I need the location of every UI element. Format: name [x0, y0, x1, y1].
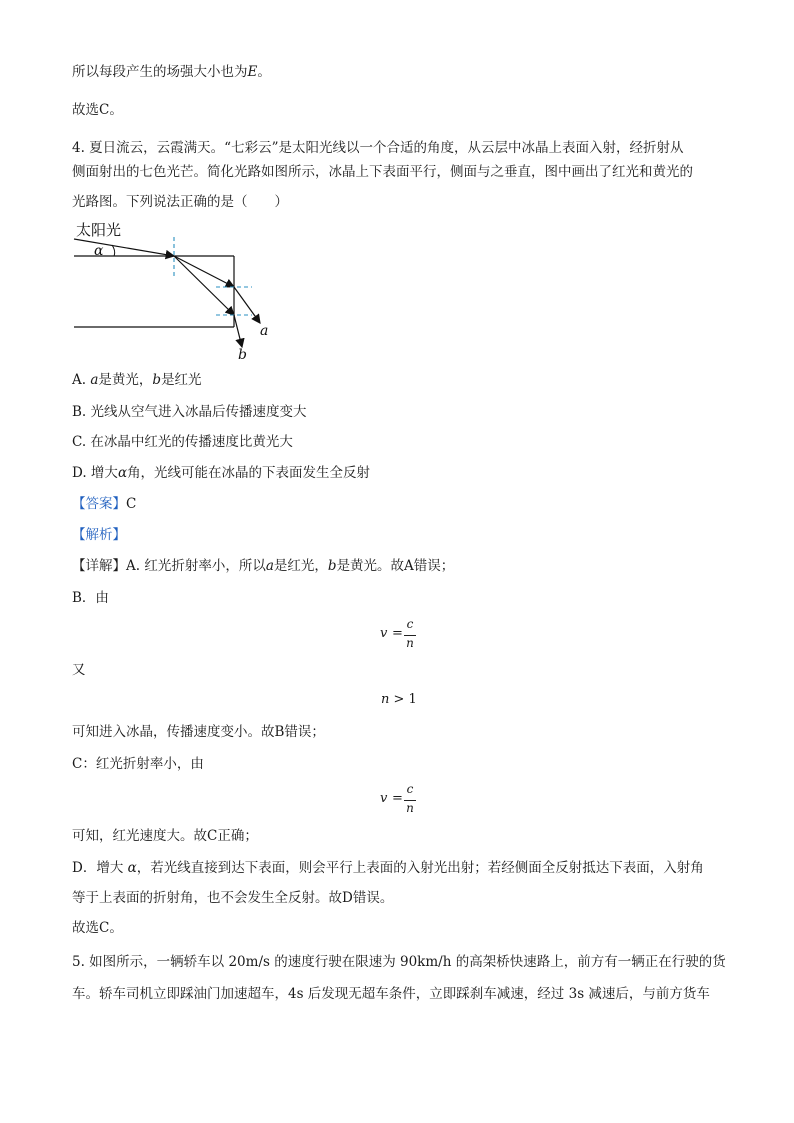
text: A. 红光折射率小，所以: [126, 558, 266, 574]
question-5-line-2: 车。轿车司机立即踩油门加速超车，4s 后发现无超车条件，立即踩刹车减速，经过 3s 减速后，与前方货车: [72, 986, 710, 1002]
formula-n-gt-1: [381, 692, 417, 707]
symbol-v: v: [380, 626, 388, 641]
analysis-heading: 【解析】: [72, 527, 126, 543]
symbol-n: n: [381, 692, 390, 707]
ray-b-label: b: [238, 347, 247, 363]
question-4-line-2: 侧面射出的七色光芒。简化光路如图所示，冰晶上下表面平行，侧面与之垂直，图中画出了红光和黄光的: [72, 164, 693, 180]
numerator-c: c: [406, 617, 414, 631]
text: 。: [257, 64, 271, 80]
text: D．增大: [72, 860, 124, 876]
detail-label: 【详解】: [72, 558, 126, 574]
formula-v-c-n-2: [380, 782, 420, 818]
answer-label: 【答案】: [72, 496, 126, 512]
denominator-n: n: [406, 636, 414, 650]
alpha-arc: [112, 245, 115, 256]
detail-c-intro: C：红光折射率小，由: [72, 756, 204, 772]
option-a: [72, 370, 202, 390]
inequality: > 1: [393, 692, 417, 707]
detail-d-line-1: [72, 858, 704, 878]
option-b: B. 光线从空气进入冰晶后传播速度变大: [72, 404, 307, 420]
symbol-a: a: [90, 372, 99, 388]
symbol-a: a: [265, 558, 274, 574]
ray-a-label: a: [260, 323, 269, 339]
symbol-E: E: [247, 64, 258, 80]
detail-b-intro: B．由: [72, 590, 109, 606]
question-5-line-1: 5. 如图所示，一辆轿车以 20m/s 的速度行驶在限速为 90km/h 的高架桥快速路上，前方有一辆正在行驶的货: [72, 954, 726, 970]
text: 是黄光，: [98, 372, 153, 388]
text: A.: [72, 372, 91, 388]
text: 是红光，: [273, 558, 328, 574]
alpha-label: α: [94, 243, 104, 259]
answer-value: C: [126, 496, 137, 512]
option-d: [72, 463, 370, 483]
ray-b-exit: [234, 315, 242, 347]
symbol-v: v: [380, 791, 388, 806]
text: 是红光: [161, 372, 202, 388]
question-4-line-1: 4. 夏日流云，云霞满天。“七彩云”是太阳光线以一个合适的角度，从云层中冰晶上表面入射，经折射从: [72, 140, 684, 156]
numerator-c: c: [406, 782, 414, 796]
ray-a-inside: [174, 256, 234, 287]
question-4-line-3: 光路图。下列说法正确的是（ ）: [72, 194, 288, 210]
symbol-alpha: α: [127, 860, 137, 876]
text: D. 增大: [72, 465, 118, 481]
light-path-figure: [60, 215, 300, 365]
detail-b-conclusion: 可知进入冰晶，传播速度变小。故B错误；: [72, 724, 325, 740]
ray-a-exit: [234, 287, 260, 323]
answer-line: [72, 494, 136, 514]
denominator-n: n: [406, 801, 414, 815]
symbol-alpha: α: [117, 465, 128, 481]
detail-line-a: [72, 556, 454, 576]
option-c: C. 在冰晶中红光的传播速度比黄光大: [72, 434, 293, 450]
formula-v-c-n-1: [380, 617, 420, 653]
text-line: 故选C。: [72, 102, 123, 118]
ray-b-inside: [174, 256, 234, 315]
sun-label: 太阳光: [76, 221, 122, 239]
text: 是黄光。故A错误；: [336, 558, 455, 574]
text: 角，光线可能在冰晶的下表面发生全反射: [127, 465, 371, 481]
text: ，若光线直接到达下表面，则会平行上表面的入射光出射；若经侧面全反射抵达下表面，入射角: [136, 860, 704, 876]
symbol-b: b: [152, 372, 162, 388]
text-line: [72, 62, 271, 82]
text-you: 又: [72, 662, 86, 678]
detail-d-line-2: 等于上表面的折射角，也不会发生全反射。故D错误。: [72, 890, 394, 906]
conclusion-line: 故选C。: [72, 920, 123, 936]
incident-ray: [74, 239, 174, 256]
equals-sign: =: [392, 626, 403, 641]
detail-c-conclusion: 可知，红光速度大。故C正确；: [72, 828, 258, 844]
equals-sign: =: [392, 791, 403, 806]
symbol-b: b: [327, 558, 337, 574]
text: 所以每段产生的场强大小也为: [72, 64, 248, 80]
